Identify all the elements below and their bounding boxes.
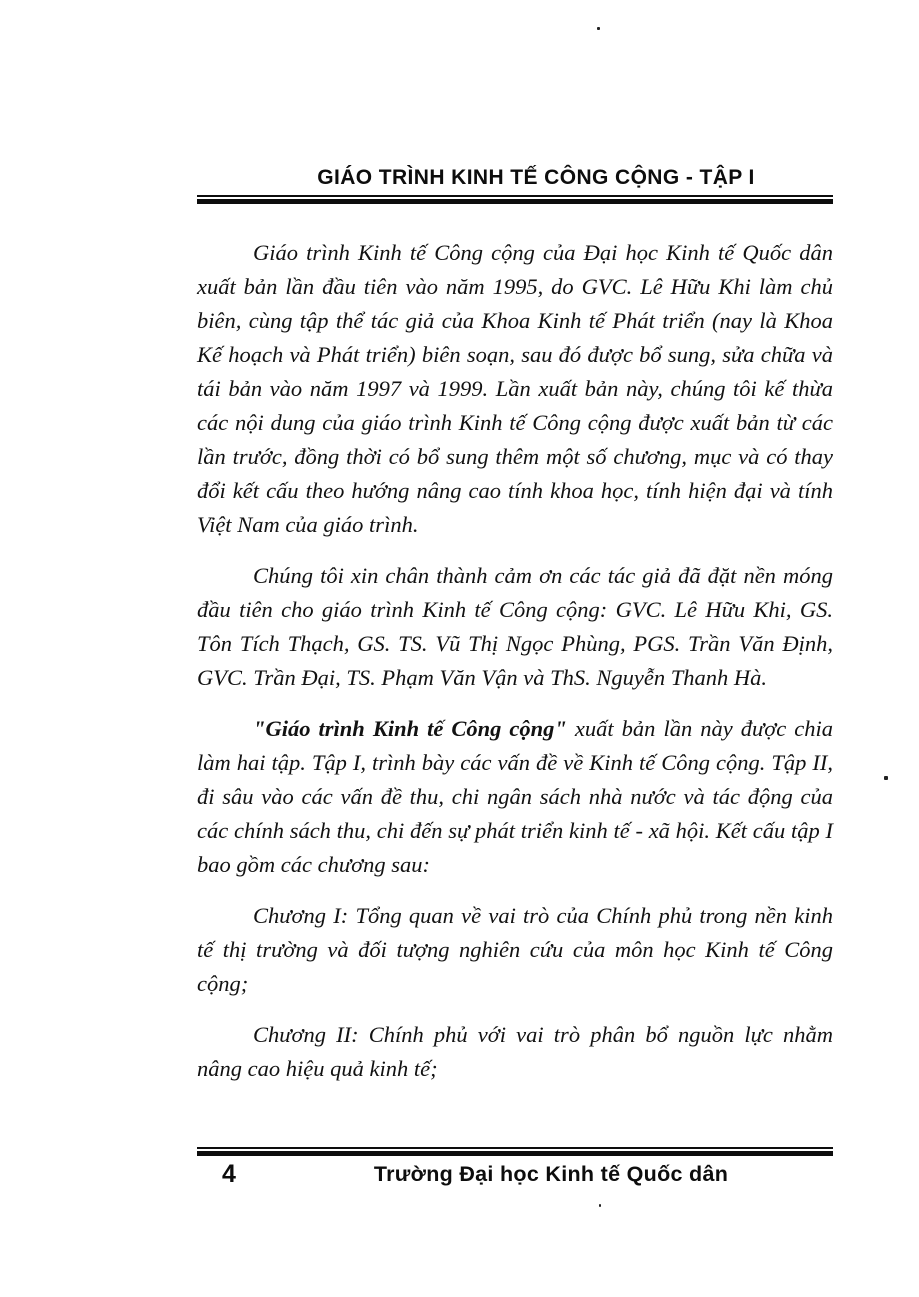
footer-institution: Trường Đại học Kinh tế Quốc dân bbox=[373, 1162, 729, 1186]
footer-double-rule bbox=[197, 1147, 833, 1156]
paragraph-intro-history: Giáo trình Kinh tế Công cộng của Đại học Kinh tế Quốc dân xuất bản lần đầu tiên vào năm 1995, do GVC. Lê Hữu Khi làm chủ biên, cùng tập thể tác giả của Khoa Kinh tế Phát triển (nay là Khoa Kế hoạch và Phát triển) biên soạn, sau đó được bổ sung, sửa chữa và tái bản vào năm 1997 và 1999. Lần xuất bản này, chúng tôi kế thừa các nội dung của giáo trình Kinh tế Công cộng được xuất bản từ các lần trước, đồng thời có bổ sung thêm một số chương, mục và có thay đổi kết cấu theo hướng nâng cao tính khoa học, tính hiện đại và tính Việt Nam của giáo trình. bbox=[197, 240, 833, 537]
paragraph-chapter-2: Chương II: Chính phủ với vai trò phân bổ nguồn lực nhằm nâng cao hiệu quả kinh tế; bbox=[197, 1022, 833, 1081]
page-header-title: GIÁO TRÌNH KINH TẾ CÔNG CỘNG - TẬP I bbox=[317, 166, 755, 189]
bold-book-title: "Giáo trình Kinh tế Công cộng" bbox=[253, 716, 567, 741]
scan-speck bbox=[597, 27, 600, 30]
paragraph-two-volumes bbox=[197, 712, 833, 882]
paragraph-acknowledgements: Chúng tôi xin chân thành cảm ơn các tác giả đã đặt nền móng đầu tiên cho giáo trình Kinh tế Công cộng: GVC. Lê Hữu Khi, GS. Tôn Tích Thạch, GS. TS. Vũ Thị Ngọc Phùng, PGS. Trần Văn Định, GVC. Trần Đại, TS. Phạm Văn Vận và ThS. Nguyễn Thanh Hà. bbox=[197, 563, 833, 690]
paragraph-two-volumes-rest: xuất bản lần này được chia làm hai tập. Tập I, trình bày các vấn đề về Kinh tế Công cộng. Tập II, đi sâu vào các vấn đề thu, chi ngân sách nhà nước và tác động của các chính sách thu, chi đến sự phát triển kinh tế - xã hội. Kết cấu tập I bao gồm các chương sau: bbox=[197, 716, 833, 877]
body-text-column bbox=[197, 236, 833, 1103]
scan-speck bbox=[599, 1204, 601, 1207]
paragraph-chapter-1: Chương I: Tổng quan về vai trò của Chính phủ trong nền kinh tế thị trường và đối tượng nghiên cứu của môn học Kinh tế Công cộng; bbox=[197, 903, 833, 996]
header-double-rule bbox=[197, 195, 833, 204]
page-number: 4 bbox=[222, 1160, 236, 1188]
scan-speck bbox=[884, 776, 888, 780]
header-rule-thick-line bbox=[197, 199, 833, 204]
footer-rule-thick-line bbox=[197, 1151, 833, 1156]
